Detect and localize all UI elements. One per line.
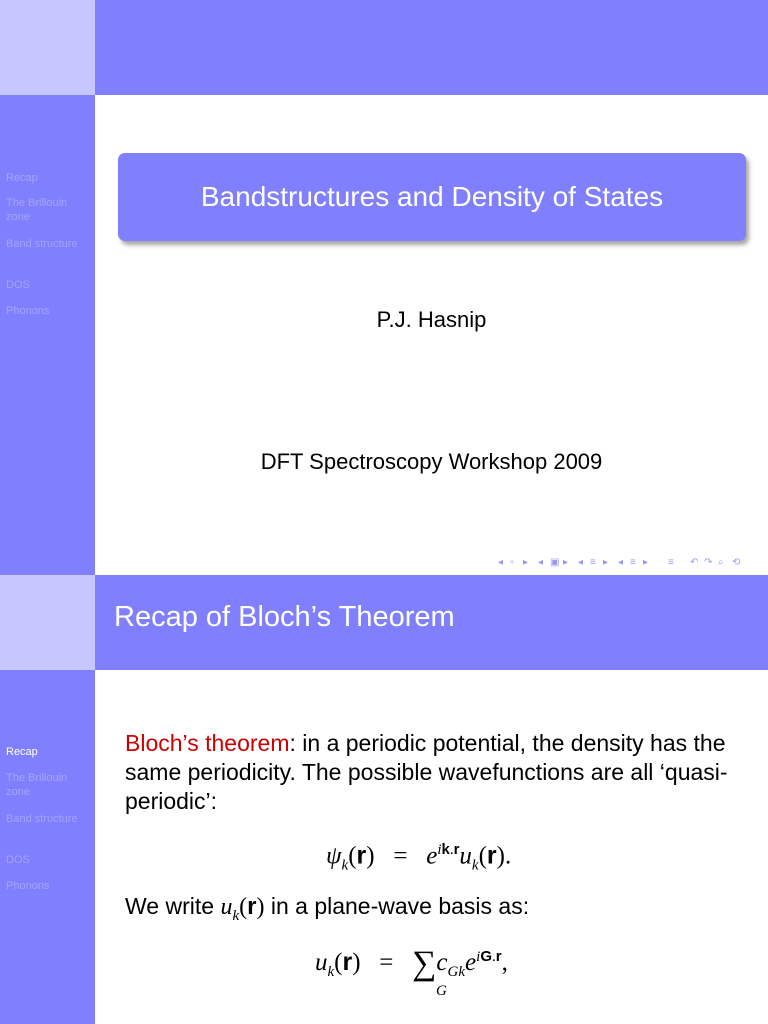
beamer-navigation-bar bbox=[498, 557, 764, 571]
plane-wave-intro bbox=[125, 892, 755, 931]
sum-index: G bbox=[436, 983, 447, 999]
nav-item-brillouin-zone[interactable]: The Brillouin zone bbox=[6, 772, 68, 798]
bloch-equation: $\psi_k(r) = e^{ik.r}u_k(r)$. bbox=[326, 841, 512, 874]
back-icon[interactable]: ↶ bbox=[690, 557, 699, 568]
nav-prev-frame-icon[interactable]: ◂ bbox=[538, 557, 544, 568]
frame-icon[interactable]: ▣ bbox=[550, 557, 560, 568]
theorem-text: : in a periodic potential, the density has the same periodicity. The possible wavefunctions are all ‘quasi-periodic’: bbox=[125, 730, 728, 814]
sidebar bbox=[0, 95, 95, 575]
event-name: DFT Spectroscopy Workshop 2009 bbox=[260, 449, 603, 474]
corner-block bbox=[0, 0, 95, 95]
nav-item-dos[interactable]: DOS bbox=[6, 854, 30, 866]
nav-item-phonons[interactable]: Phonons bbox=[6, 305, 50, 317]
zoom-icon[interactable]: ⟲ bbox=[732, 557, 741, 568]
nav-next-frame-icon[interactable]: ▸ bbox=[563, 557, 569, 568]
plane-wave-expansion: $u_k(r) = \sum c_{Gk}e^{iG.r}$, bbox=[315, 945, 508, 982]
nav-item-band-structure[interactable]: Band structure bbox=[6, 238, 78, 250]
plane-wave-intro-post: in a plane-wave basis as: bbox=[264, 893, 530, 919]
nav-next-subsection-icon[interactable]: ▸ bbox=[603, 557, 609, 568]
author: P.J. Hasnip bbox=[376, 307, 487, 332]
u-k-symbol: $u_k(r)$ bbox=[220, 893, 265, 924]
theorem-name: Bloch’s theorem bbox=[125, 730, 290, 756]
subsection-icon[interactable]: ≡ bbox=[590, 557, 596, 568]
nav-item-brillouin-zone[interactable]: The Brillouin zone bbox=[6, 197, 68, 223]
forward-icon[interactable]: ↷ bbox=[704, 557, 713, 568]
nav-item-band-structure[interactable]: Band structure bbox=[6, 813, 78, 825]
frame-title: Recap of Bloch’s Theorem bbox=[114, 601, 455, 633]
presentation-title: Bandstructures and Density of States bbox=[200, 181, 664, 212]
nav-item-dos[interactable]: DOS bbox=[6, 279, 30, 291]
section-icon[interactable]: ≡ bbox=[630, 557, 636, 568]
nav-item-phonons[interactable]: Phonons bbox=[6, 880, 50, 892]
appendix-icon[interactable]: ≡ bbox=[668, 557, 674, 568]
header-bar bbox=[95, 0, 768, 95]
title-box bbox=[118, 153, 746, 241]
nav-prev-section-icon[interactable]: ◂ bbox=[618, 557, 624, 568]
nav-prev-slide-icon[interactable]: ◂ bbox=[498, 557, 504, 568]
nav-next-section-icon[interactable]: ▸ bbox=[643, 557, 649, 568]
sidebar bbox=[0, 670, 95, 1024]
recap-slide bbox=[0, 575, 768, 1024]
plane-wave-intro-pre: We write bbox=[125, 893, 221, 919]
slide-icon[interactable]: ▫ bbox=[510, 557, 514, 568]
nav-item-recap[interactable]: Recap bbox=[6, 172, 38, 184]
corner-block bbox=[0, 575, 95, 670]
theorem-paragraph bbox=[125, 729, 755, 816]
nav-next-slide-icon[interactable]: ▸ bbox=[523, 557, 529, 568]
nav-item-recap-active[interactable]: Recap bbox=[6, 746, 38, 758]
nav-prev-subsection-icon[interactable]: ◂ bbox=[578, 557, 584, 568]
search-icon[interactable]: ⌕ bbox=[718, 557, 724, 568]
